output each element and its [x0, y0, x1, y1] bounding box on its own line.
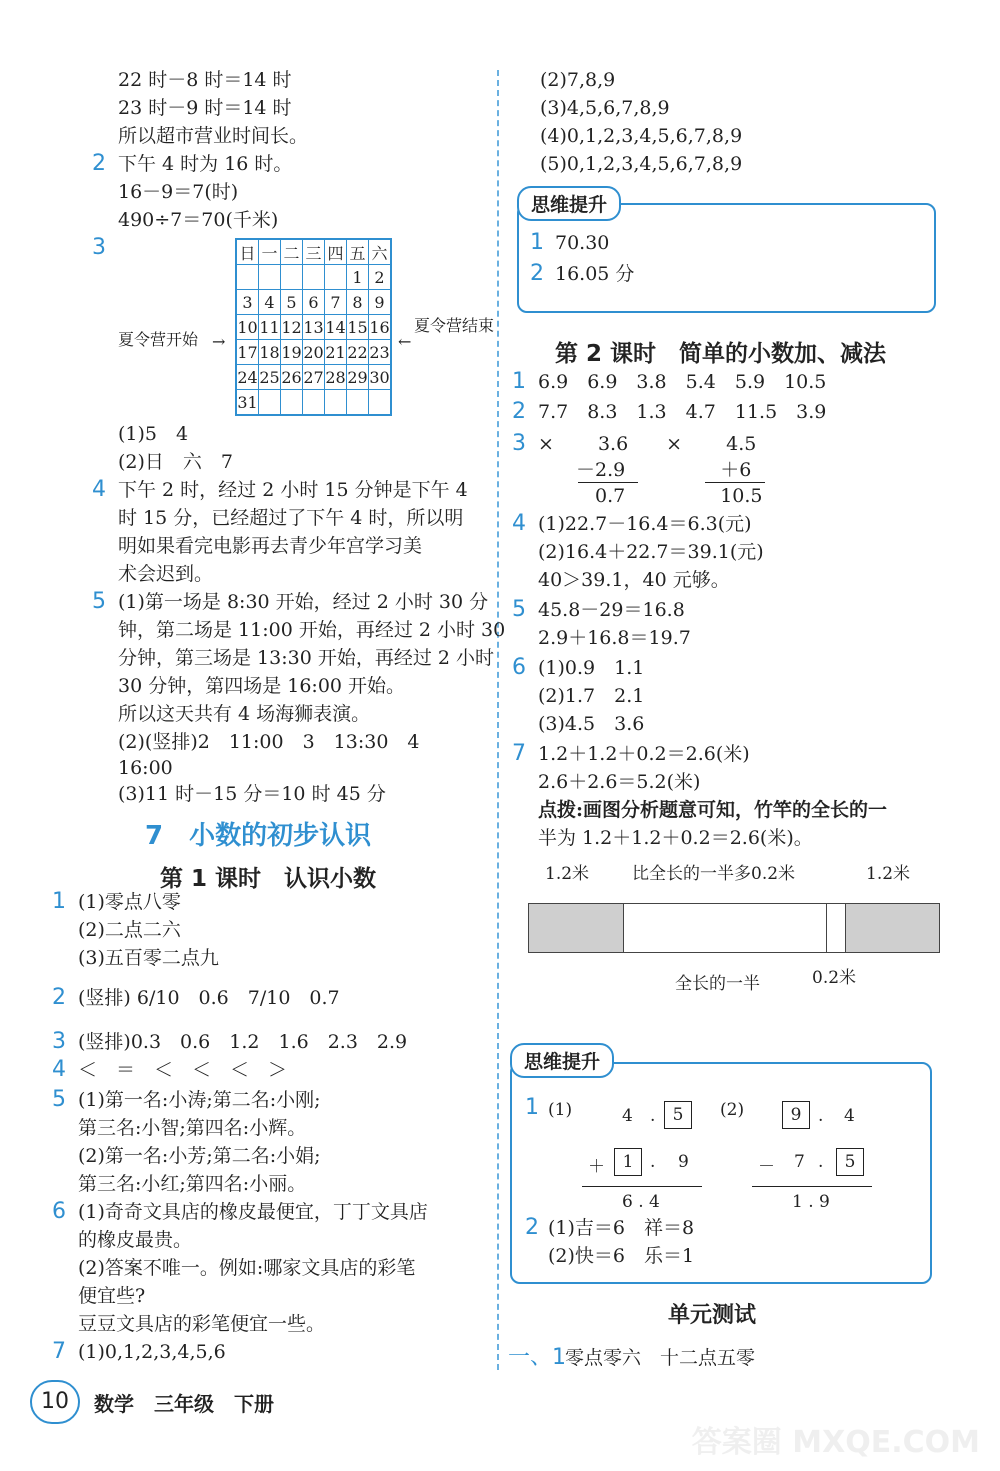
text-line: (1)零点八零 [78, 891, 181, 913]
question-number: 2 [530, 261, 544, 286]
text-line: × 3.6 × 4.5 [538, 433, 757, 455]
calendar-cell: 17 [236, 340, 259, 365]
calendar-cell: 15 [347, 315, 369, 340]
text-line: 23 时－9 时＝14 时 [118, 97, 292, 119]
question-number: 4 [92, 477, 106, 502]
calendar-cell: 22 [347, 340, 369, 365]
question-number: 7 [52, 1339, 66, 1364]
watermark-logo [692, 1417, 980, 1461]
calendar-cell: 7 [325, 290, 347, 315]
text-line: 16:00 [118, 757, 173, 779]
text-line: 时 15 分，已经超过了下午 4 时，所以明 [118, 507, 464, 529]
question-number: 6 [512, 655, 526, 680]
question-number: 4 [512, 511, 526, 536]
text-line: (1)0.9 1.1 [538, 657, 645, 679]
text-line: ＜ ＝ ＜ ＜ ＜ ＞ [78, 1059, 288, 1081]
text-line: (竖排) 6/10 0.6 7/10 0.7 [78, 987, 340, 1009]
question-number: 2 [512, 399, 526, 424]
vertical-calc-line [752, 1186, 872, 1187]
calendar-cell: 26 [281, 365, 303, 390]
text-line: (1)5 4 [118, 423, 189, 445]
calc-digit: 4 [844, 1106, 855, 1126]
calendar-cell [325, 390, 347, 416]
calendar-cell [236, 265, 259, 290]
calendar-cell [303, 390, 325, 416]
text-line: (4)0,1,2,3,4,5,6,7,8,9 [540, 125, 743, 147]
calendar-head: 三 [303, 239, 325, 265]
calc-operator: ＋ [588, 1157, 605, 1177]
text-line: 第三名:小智;第四名:小辉。 [78, 1117, 307, 1139]
calendar-cell [369, 390, 392, 416]
calc-dot: . [650, 1152, 656, 1172]
calendar-end-label: 夏令营结束 [414, 316, 495, 335]
calendar-cell: 23 [369, 340, 392, 365]
answer-box: 1 [614, 1148, 642, 1176]
text-line: (2)7,8,9 [540, 69, 616, 91]
text-line: 豆豆文具店的彩笔便宜一些。 [78, 1313, 326, 1335]
text-line: 明如果看完电影再去青少年宫学习美 [118, 535, 423, 557]
text-line: 点拨:画图分析题意可知，竹竿的全长的一 [538, 799, 888, 821]
diagram-label: 0.2米 [812, 968, 857, 988]
answer-box: 5 [664, 1101, 692, 1129]
calendar-cell [259, 265, 281, 290]
calendar-cell: 6 [303, 290, 325, 315]
text-line: 7.7 8.3 1.3 4.7 11.5 3.9 [538, 401, 827, 423]
text-line: (1) [548, 1100, 573, 1120]
question-number: 1 [525, 1095, 539, 1120]
diagram-label: 1.2米 [866, 864, 911, 884]
calendar-cell: 12 [281, 315, 303, 340]
text-line: (3)4.5 3.6 [538, 713, 645, 735]
question-number: 3 [52, 1029, 66, 1054]
text-line: (1)奇奇文具店的橡皮最便宜，丁丁文具店 [78, 1201, 428, 1223]
calendar-head: 四 [325, 239, 347, 265]
calendar-cell: 13 [303, 315, 325, 340]
calendar-cell: 28 [325, 365, 347, 390]
question-number: 1 [530, 230, 544, 255]
text-line: (1)第一名:小涛;第二名:小刚; [78, 1089, 321, 1111]
calc-digit: 9 [678, 1152, 689, 1172]
vertical-calc-line [705, 482, 765, 483]
bar-segment [826, 903, 846, 953]
text-line: (5)0,1,2,3,4,5,6,7,8,9 [540, 153, 743, 175]
bar-segment [845, 903, 940, 953]
calendar-head: 一 [259, 239, 281, 265]
calc-operator: － [758, 1157, 775, 1177]
question-number: 3 [92, 235, 106, 260]
question-number: 7 [512, 741, 526, 766]
calendar-head: 六 [369, 239, 392, 265]
calendar-cell: 18 [259, 340, 281, 365]
text-line: 的橡皮最贵。 [78, 1229, 193, 1251]
calendar-cell: 5 [281, 290, 303, 315]
text-line: (1)0,1,2,3,4,5,6 [78, 1341, 226, 1363]
book-title: 数学 三年级 下册 [94, 1391, 274, 1416]
calendar-cell [281, 390, 303, 416]
calendar-table [235, 238, 392, 416]
calendar-cell [259, 390, 281, 416]
text-line: 16.05 分 [555, 263, 635, 285]
calendar-head: 日 [236, 239, 259, 265]
calendar-cell [281, 265, 303, 290]
lesson-title: 第 2 课时 简单的小数加、减法 [555, 341, 887, 367]
question-number: 1 [52, 889, 66, 914]
calendar-cell: 29 [347, 365, 369, 390]
text-line: 术会迟到。 [118, 563, 214, 585]
page-number: 10 [30, 1380, 80, 1424]
section-title: 7 小数的初步认识 [145, 821, 372, 851]
calendar-cell: 27 [303, 365, 325, 390]
text-line: (2)快＝6 乐＝1 [548, 1245, 695, 1267]
calendar-cell: 8 [347, 290, 369, 315]
text-line: 零点零六 十二点五零 [565, 1347, 756, 1369]
question-number: 2 [52, 985, 66, 1010]
text-line: 下午 2 时，经过 2 小时 15 分钟是下午 4 [118, 479, 468, 501]
text-line: (2)二点二六 [78, 919, 181, 941]
text-line: 钟，第二场是 11:00 开始，再经过 2 小时 30 [118, 619, 506, 641]
text-line: (1)吉＝6 祥＝8 [548, 1217, 695, 1239]
calendar-cell: 10 [236, 315, 259, 340]
question-number: 2 [92, 151, 106, 176]
text-line: 16－9＝7(时) [118, 181, 239, 203]
calc-dot: . [650, 1106, 656, 1126]
bar-segment [528, 903, 624, 953]
lesson-title: 第 1 课时 认识小数 [160, 866, 377, 892]
vertical-calc-line [582, 1186, 702, 1187]
calc-result: 1 . 9 [792, 1192, 830, 1212]
text-line: 2.9＋16.8＝19.7 [538, 627, 691, 649]
watermark-text: 答案圈 MXQE.COM [691, 1425, 980, 1460]
arrow-right-icon: → [212, 332, 226, 351]
diagram-label: 1.2米 [545, 864, 590, 884]
answer-box: 5 [836, 1148, 864, 1176]
calendar-cell: 16 [369, 315, 392, 340]
calendar-cell: 11 [259, 315, 281, 340]
think-tag: 思维提升 [517, 186, 621, 221]
calendar-cell [347, 390, 369, 416]
text-line: 2.6＋2.6＝5.2(米) [538, 771, 701, 793]
question-number: 1 [512, 369, 526, 394]
calendar-cell: 14 [325, 315, 347, 340]
text-line: 70.30 [555, 232, 610, 254]
calendar-cell: 20 [303, 340, 325, 365]
question-number: 一、1 [508, 1345, 566, 1370]
calc-dot: . [818, 1106, 824, 1126]
calendar-cell: 3 [236, 290, 259, 315]
text-line: 45.8－29＝16.8 [538, 599, 685, 621]
text-line: (2)1.7 2.1 [538, 685, 645, 707]
calendar-cell [325, 265, 347, 290]
text-line: 下午 4 时为 16 时。 [118, 153, 293, 175]
text-line: 1.2＋1.2＋0.2＝2.6(米) [538, 743, 750, 765]
text-line: (2)(竖排)2 11:00 3 13:30 4 [118, 731, 420, 753]
text-line: (竖排)0.3 0.6 1.2 1.6 2.3 2.9 [78, 1031, 408, 1053]
answer-box: 9 [782, 1101, 810, 1129]
calc-digit: 4 [622, 1106, 633, 1126]
calendar-cell: 2 [369, 265, 392, 290]
text-line: 6.9 6.9 3.8 5.4 5.9 10.5 [538, 371, 827, 393]
calendar-head: 五 [347, 239, 369, 265]
calc-digit: 7 [794, 1152, 805, 1172]
text-line: (2) [720, 1100, 745, 1120]
calendar-cell: 9 [369, 290, 392, 315]
diagram-label: 比全长的一半多0.2米 [632, 864, 796, 884]
text-line: 所以超市营业时间长。 [118, 125, 309, 147]
text-line: 30 分钟，第四场是 16:00 开始。 [118, 675, 406, 697]
text-line: 第三名:小红;第四名:小丽。 [78, 1173, 307, 1195]
text-line: (1)第一场是 8:30 开始，经过 2 小时 30 分 [118, 591, 489, 613]
question-number: 3 [512, 431, 526, 456]
text-line: (3)4,5,6,7,8,9 [540, 97, 670, 119]
text-line: (1)22.7－16.4＝6.3(元) [538, 513, 752, 535]
calendar-start-label: 夏令营开始 [118, 330, 199, 349]
calendar-cell: 1 [347, 265, 369, 290]
text-line: －2.9 ＋6 [538, 459, 752, 481]
text-line: (3)11 时－15 分＝10 时 45 分 [118, 783, 386, 805]
text-line: (2)答案不唯一。例如:哪家文具店的彩笔 [78, 1257, 416, 1279]
calc-result: 6 . 4 [622, 1192, 660, 1212]
text-line: 490÷7＝70(千米) [118, 209, 279, 231]
text-line: 分钟，第三场是 13:30 开始，再经过 2 小时 [118, 647, 495, 669]
calendar-cell: 19 [281, 340, 303, 365]
calendar-cell: 30 [369, 365, 392, 390]
calendar-cell: 31 [236, 390, 259, 416]
unit-test-title: 单元测试 [668, 1303, 757, 1328]
calc-dot: . [818, 1152, 824, 1172]
arrow-left-icon: ← [398, 332, 412, 351]
text-line: 22 时－8 时＝14 时 [118, 69, 292, 91]
question-number: 5 [52, 1087, 66, 1112]
question-number: 6 [52, 1199, 66, 1224]
question-number: 4 [52, 1057, 66, 1082]
calendar-cell: 21 [325, 340, 347, 365]
text-line: (3)五百零二点九 [78, 947, 219, 969]
text-line: 所以这天共有 4 场海狮表演。 [118, 703, 371, 725]
text-line: 半为 1.2＋1.2＋0.2＝2.6(米)。 [538, 827, 813, 849]
vertical-calc-line [578, 482, 638, 483]
text-line: 0.7 10.5 [538, 485, 763, 507]
column-divider [497, 70, 499, 1370]
calendar-cell: 25 [259, 365, 281, 390]
footer [30, 1380, 274, 1424]
calendar-head: 二 [281, 239, 303, 265]
question-number: 2 [525, 1215, 539, 1240]
question-number: 5 [512, 597, 526, 622]
text-line: (2)第一名:小芳;第二名:小娟; [78, 1145, 321, 1167]
calendar-cell [303, 265, 325, 290]
text-line: 便宜些? [78, 1285, 146, 1307]
text-line: 40＞39.1，40 元够。 [538, 569, 730, 591]
diagram-label: 全长的一半 [675, 974, 760, 994]
text-line: (2)16.4＋22.7＝39.1(元) [538, 541, 764, 563]
think-tag: 思维提升 [510, 1043, 614, 1078]
text-line: (2)日 六 7 [118, 451, 234, 473]
calendar-cell: 24 [236, 365, 259, 390]
calendar-cell: 4 [259, 290, 281, 315]
question-number: 5 [92, 589, 106, 614]
